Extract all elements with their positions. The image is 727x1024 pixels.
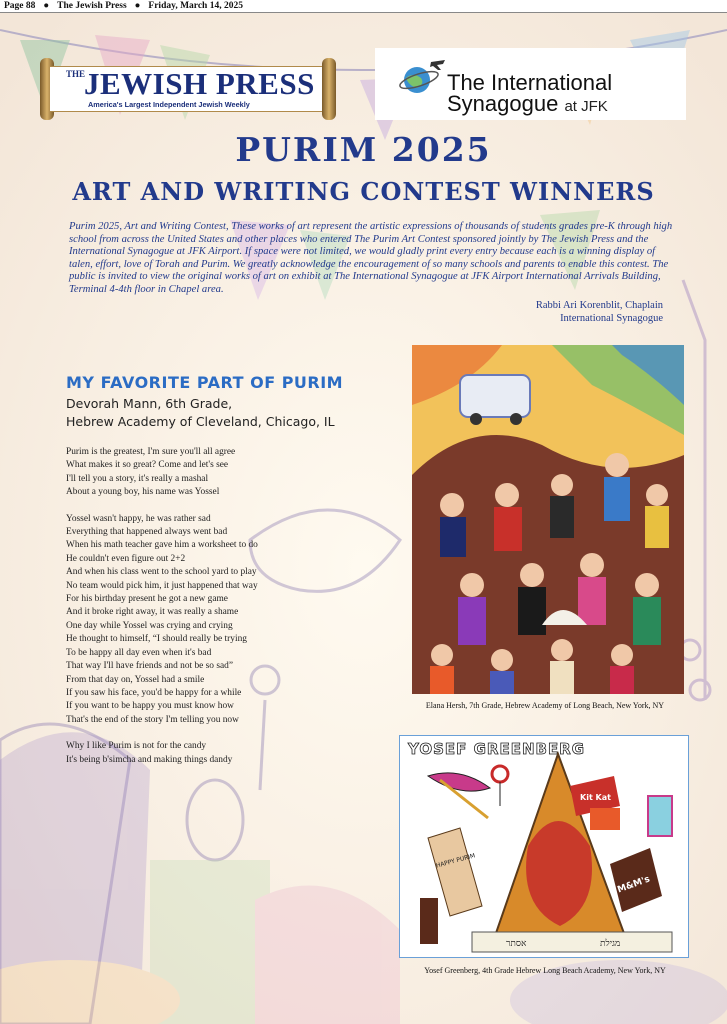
candy-mms-label: M&M's [616, 874, 652, 896]
signature-name: Rabbi Ari Korenblit, Chaplain [535, 300, 663, 311]
drawn-artist-name: YOSEF GREENBERG [408, 740, 586, 758]
poem-line: To be happy all day even when it's bad [66, 647, 212, 658]
synagogue-at-jfk: at JFK [564, 98, 608, 115]
scroll-right-roller [322, 58, 336, 120]
poem-stanza [66, 446, 366, 500]
happy-purim-sign-text: HAPPY PURIM [435, 852, 477, 870]
globe-airplane-icon [397, 56, 447, 96]
poem-line: That way I'll have friends and not be so sad” [66, 661, 234, 672]
separator-dot-icon: ● [43, 1, 50, 11]
poem-line: What makes it so great? Come and let's see [66, 460, 229, 471]
separator-dot-icon: ● [134, 1, 141, 11]
signature-block [440, 299, 663, 325]
poem-line: If you saw his face, you'd be happy for a while [66, 687, 242, 698]
synagogue-name-line1: The International [447, 70, 613, 95]
issue-date: Friday, March 14, 2025 [148, 1, 243, 11]
candy-kitkat-label: Kit Kat [580, 793, 611, 802]
poem-line: No team would pick him, it just happened that way [66, 580, 258, 591]
poem-line: From that day on, Yossel had a smile [66, 674, 205, 685]
poem-stanza [66, 740, 366, 767]
main-title: PURIM 2025 [235, 130, 492, 169]
poem-line: And when his class went to the school yard to play [66, 567, 257, 578]
scroll-hebrew-text-1: אסתר [506, 939, 527, 949]
poem-line: Everything that happened always went bad [66, 527, 228, 538]
painting-illustration [412, 345, 684, 694]
poem-title: MY FAVORITE PART OF PURIM [66, 373, 344, 392]
poem-line: Yossel wasn't happy, he was rather sad [66, 513, 211, 524]
page-running-head [0, 0, 727, 13]
intro-paragraph: Purim 2025, Art and Writing Contest, These works of art represent the artistic expressions of thousands of students grades pre-K through high school from across the United States and other places who entered The Purim Art Contest sponsored jointly by The Jewish Press and the International Synagogue at JFK Airport. If space were not limited, we would gladly print every entry because each is a winning display of talen, effort, love of Torah and Purim. We greatly acknowledge the encouragement of so many schools and parents to enable this contest. The public is invited to view the original works of art on exhibit at The International Synagogue at JFK Airport International Arrivals Building, Terminal 4-4th floor in Chapel area. [69, 221, 673, 295]
international-synagogue-logo [375, 48, 686, 120]
synagogue-word: Synagogue [447, 91, 559, 116]
logo-name: JEWISH PRESS [84, 66, 315, 101]
poem-line: When his math teacher gave him a worksheet to do [66, 540, 258, 551]
poem-line: Purim is the greatest, I'm sure you'll all agree [66, 447, 236, 457]
drawing-illustration [400, 736, 689, 958]
scroll-hebrew-text-2: מגילת [600, 939, 621, 949]
artwork2-caption: Yosef Greenberg, 4th Grade Hebrew Long Beach Academy, New York, NY [424, 966, 666, 975]
poem-line: I'll tell you a story, it's really a mashal [66, 473, 209, 484]
artwork-purim-crowd-painting [412, 345, 684, 694]
page-number: Page 88 [4, 1, 36, 11]
poem-line: Why I like Purim is not for the candy [66, 741, 207, 752]
poem-author-name: Devorah Mann, 6th Grade, [66, 396, 233, 411]
poem-author-school: Hebrew Academy of Cleveland, Chicago, IL [66, 414, 335, 429]
logo-tagline: America's Largest Independent Jewish Weekly [88, 100, 250, 109]
jewish-press-logo [40, 58, 336, 120]
logo-the-text: THE [66, 69, 86, 79]
poem-author [66, 395, 335, 431]
artwork-hamantasch-drawing [399, 735, 689, 958]
poem-line: If you want to be happy you must know how [66, 701, 234, 712]
poem-stanza [66, 513, 366, 728]
newspaper-name: The Jewish Press [57, 1, 127, 11]
poem-body [66, 446, 366, 780]
signature-org: International Synagogue [560, 313, 663, 324]
synagogue-name-line2 [447, 91, 608, 117]
poem-line: He thought to himself, “I should really be trying [66, 634, 247, 645]
poem-line: It's being b'simcha and making things dandy [66, 754, 233, 765]
artwork1-caption: Elana Hersh, 7th Grade, Hebrew Academy of Long Beach, New York, NY [425, 701, 665, 710]
poem-line: He couldn't even figure out 2+2 [66, 553, 186, 564]
poem-line: About a young boy, his name was Yossel [66, 487, 220, 498]
subtitle: ART AND WRITING CONTEST WINNERS [72, 177, 655, 206]
poem-line: One day while Yossel was crying and crying [66, 620, 233, 631]
poem-line: That's the end of the story I'm telling you now [66, 714, 239, 725]
poem-line: For his birthday present he got a new game [66, 594, 228, 605]
poem-line: And it broke right away, it was really a shame [66, 607, 239, 618]
